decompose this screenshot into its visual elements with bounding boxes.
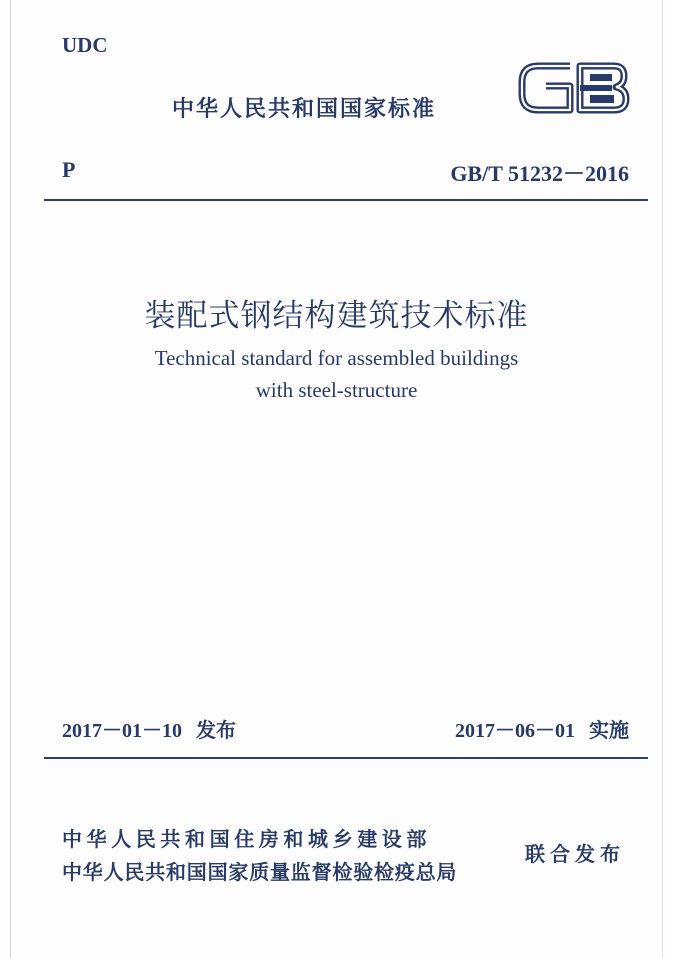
issue-date-block (62, 714, 236, 743)
implement-date: 2017－06－01 (455, 720, 575, 742)
title-english-line2: with steel-structure (255, 378, 418, 402)
title-english-line1: Technical standard for assembled buildings (154, 346, 519, 370)
top-divider (44, 199, 648, 201)
classification-code: P (62, 157, 76, 182)
page-edge-left (10, 0, 11, 958)
publisher-aqsiq: 中华人民共和国国家质量监督检验检疫总局 (62, 860, 458, 884)
joint-publish-label: 联合发布 (525, 842, 625, 866)
bottom-divider (44, 757, 648, 759)
title-chinese: 装配式钢结构建筑技术标准 (144, 298, 529, 334)
gb-logo (516, 58, 632, 118)
udc-label: UDC (62, 33, 108, 57)
implement-date-block (455, 714, 629, 743)
page-edge-right (662, 0, 663, 958)
issue-label: 发布 (196, 718, 236, 742)
issue-date: 2017－01－10 (62, 720, 182, 742)
standard-number: GB/T 51232－2016 (450, 161, 629, 186)
standard-type-title: 中华人民共和国国家标准 (172, 97, 437, 122)
implement-label: 实施 (589, 718, 629, 742)
publisher-ministry-housing: 中华人民共和国住房和城乡建设部 (62, 827, 431, 851)
